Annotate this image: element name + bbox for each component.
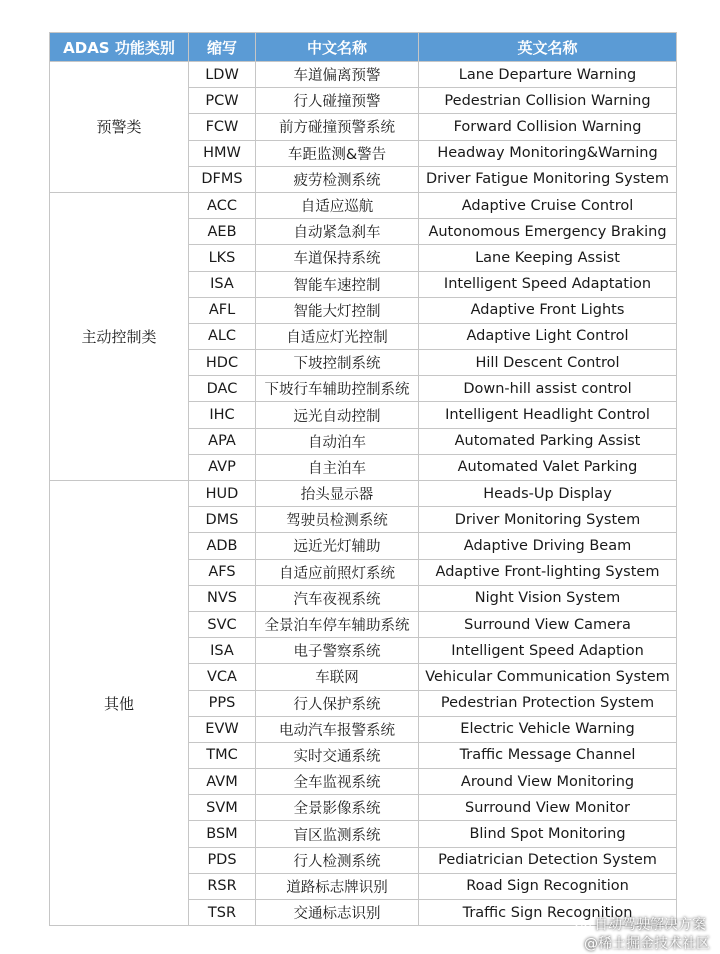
- english-name-cell: Electric Vehicle Warning: [419, 716, 677, 742]
- english-name-cell: Around View Monitoring: [419, 769, 677, 795]
- chinese-name-cell: 自主泊车: [256, 454, 419, 480]
- english-name-cell: Automated Parking Assist: [419, 428, 677, 454]
- chinese-name-cell: 下坡控制系统: [256, 350, 419, 376]
- english-name-cell: Autonomous Emergency Braking: [419, 219, 677, 245]
- category-cell: 主动控制类: [50, 192, 189, 480]
- watermark-line-2: [584, 933, 710, 953]
- chinese-name-cell: 行人保护系统: [256, 690, 419, 716]
- abbreviation-cell: DFMS: [189, 166, 256, 192]
- abbreviation-cell: SVM: [189, 795, 256, 821]
- english-name-cell: Automated Valet Parking: [419, 454, 677, 480]
- english-name-cell: Road Sign Recognition: [419, 873, 677, 899]
- chinese-name-cell: 车距监测&警告: [256, 140, 419, 166]
- abbreviation-cell: DAC: [189, 376, 256, 402]
- table-row: [50, 62, 677, 88]
- abbreviation-cell: ISA: [189, 271, 256, 297]
- abbreviation-cell: DMS: [189, 507, 256, 533]
- abbreviation-cell: VCA: [189, 664, 256, 690]
- english-name-cell: Headway Monitoring&Warning: [419, 140, 677, 166]
- chinese-name-cell: 远近光灯辅助: [256, 533, 419, 559]
- english-name-cell: Forward Collision Warning: [419, 114, 677, 140]
- english-name-cell: Adaptive Driving Beam: [419, 533, 677, 559]
- abbreviation-cell: PPS: [189, 690, 256, 716]
- abbreviation-cell: AFL: [189, 297, 256, 323]
- english-name-cell: Adaptive Cruise Control: [419, 192, 677, 218]
- chinese-name-cell: 电动汽车报警系统: [256, 716, 419, 742]
- table-row: [50, 192, 677, 218]
- english-name-cell: Driver Fatigue Monitoring System: [419, 166, 677, 192]
- english-name-cell: Intelligent Speed Adaptation: [419, 271, 677, 297]
- abbreviation-cell: ALC: [189, 323, 256, 349]
- chinese-name-cell: 全景影像系统: [256, 795, 419, 821]
- category-cell: 预警类: [50, 62, 189, 193]
- english-name-cell: Hill Descent Control: [419, 350, 677, 376]
- abbreviation-cell: AVM: [189, 769, 256, 795]
- chinese-name-cell: 车联网: [256, 664, 419, 690]
- abbreviation-cell: LKS: [189, 245, 256, 271]
- column-header-english-name: 英文名称: [419, 33, 677, 62]
- english-name-cell: Heads-Up Display: [419, 481, 677, 507]
- english-name-cell: Pediatrician Detection System: [419, 847, 677, 873]
- wechat-icon: [575, 918, 591, 930]
- table-header-row: [50, 33, 677, 62]
- chinese-name-cell: 前方碰撞预警系统: [256, 114, 419, 140]
- chinese-name-cell: 自动紧急刹车: [256, 219, 419, 245]
- adas-function-table: [49, 32, 677, 926]
- english-name-cell: Blind Spot Monitoring: [419, 821, 677, 847]
- chinese-name-cell: 智能车速控制: [256, 271, 419, 297]
- chinese-name-cell: 智能大灯控制: [256, 297, 419, 323]
- table-body: [50, 62, 677, 926]
- chinese-name-cell: 车道偏离预警: [256, 62, 419, 88]
- abbreviation-cell: LDW: [189, 62, 256, 88]
- abbreviation-cell: ADB: [189, 533, 256, 559]
- english-name-cell: Adaptive Front Lights: [419, 297, 677, 323]
- english-name-cell: Adaptive Front-lighting System: [419, 559, 677, 585]
- chinese-name-cell: 疲劳检测系统: [256, 166, 419, 192]
- abbreviation-cell: SVC: [189, 611, 256, 637]
- abbreviation-cell: PCW: [189, 88, 256, 114]
- chinese-name-cell: 全景泊车停车辅助系统: [256, 611, 419, 637]
- english-name-cell: Lane Keeping Assist: [419, 245, 677, 271]
- english-name-cell: Pedestrian Collision Warning: [419, 88, 677, 114]
- english-name-cell: Down-hill assist control: [419, 376, 677, 402]
- chinese-name-cell: 自适应灯光控制: [256, 323, 419, 349]
- chinese-name-cell: 盲区监测系统: [256, 821, 419, 847]
- watermark-line-1: [575, 914, 706, 934]
- chinese-name-cell: 全车监视系统: [256, 769, 419, 795]
- abbreviation-cell: ACC: [189, 192, 256, 218]
- column-header-abbreviation: 缩写: [189, 33, 256, 62]
- chinese-name-cell: 驾驶员检测系统: [256, 507, 419, 533]
- watermark-text-1: 自动驾驶解决方案: [594, 917, 706, 933]
- chinese-name-cell: 车道保持系统: [256, 245, 419, 271]
- english-name-cell: Surround View Monitor: [419, 795, 677, 821]
- chinese-name-cell: 电子警察系统: [256, 638, 419, 664]
- category-cell: 其他: [50, 481, 189, 926]
- chinese-name-cell: 自动泊车: [256, 428, 419, 454]
- english-name-cell: Traffic Message Channel: [419, 742, 677, 768]
- abbreviation-cell: AFS: [189, 559, 256, 585]
- watermark-text-2: @稀土掘金技术社区: [584, 936, 710, 952]
- table-row: [50, 481, 677, 507]
- chinese-name-cell: 自适应前照灯系统: [256, 559, 419, 585]
- chinese-name-cell: 行人碰撞预警: [256, 88, 419, 114]
- chinese-name-cell: 抬头显示器: [256, 481, 419, 507]
- abbreviation-cell: TMC: [189, 742, 256, 768]
- english-name-cell: Traffic Sign Recognition: [419, 900, 677, 926]
- abbreviation-cell: IHC: [189, 402, 256, 428]
- chinese-name-cell: 行人检测系统: [256, 847, 419, 873]
- english-name-cell: Intelligent Speed Adaption: [419, 638, 677, 664]
- abbreviation-cell: TSR: [189, 900, 256, 926]
- abbreviation-cell: APA: [189, 428, 256, 454]
- english-name-cell: Driver Monitoring System: [419, 507, 677, 533]
- english-name-cell: Pedestrian Protection System: [419, 690, 677, 716]
- chinese-name-cell: 交通标志识别: [256, 900, 419, 926]
- chinese-name-cell: 下坡行车辅助控制系统: [256, 376, 419, 402]
- english-name-cell: Lane Departure Warning: [419, 62, 677, 88]
- abbreviation-cell: HMW: [189, 140, 256, 166]
- abbreviation-cell: AVP: [189, 454, 256, 480]
- english-name-cell: Intelligent Headlight Control: [419, 402, 677, 428]
- abbreviation-cell: HDC: [189, 350, 256, 376]
- english-name-cell: Night Vision System: [419, 585, 677, 611]
- abbreviation-cell: HUD: [189, 481, 256, 507]
- abbreviation-cell: AEB: [189, 219, 256, 245]
- chinese-name-cell: 道路标志牌识别: [256, 873, 419, 899]
- column-header-category: ADAS 功能类别: [50, 33, 189, 62]
- column-header-chinese-name: 中文名称: [256, 33, 419, 62]
- abbreviation-cell: NVS: [189, 585, 256, 611]
- abbreviation-cell: PDS: [189, 847, 256, 873]
- abbreviation-cell: FCW: [189, 114, 256, 140]
- english-name-cell: Adaptive Light Control: [419, 323, 677, 349]
- abbreviation-cell: ISA: [189, 638, 256, 664]
- abbreviation-cell: RSR: [189, 873, 256, 899]
- chinese-name-cell: 汽车夜视系统: [256, 585, 419, 611]
- abbreviation-cell: EVW: [189, 716, 256, 742]
- chinese-name-cell: 实时交通系统: [256, 742, 419, 768]
- chinese-name-cell: 自适应巡航: [256, 192, 419, 218]
- abbreviation-cell: BSM: [189, 821, 256, 847]
- english-name-cell: Surround View Camera: [419, 611, 677, 637]
- english-name-cell: Vehicular Communication System: [419, 664, 677, 690]
- chinese-name-cell: 远光自动控制: [256, 402, 419, 428]
